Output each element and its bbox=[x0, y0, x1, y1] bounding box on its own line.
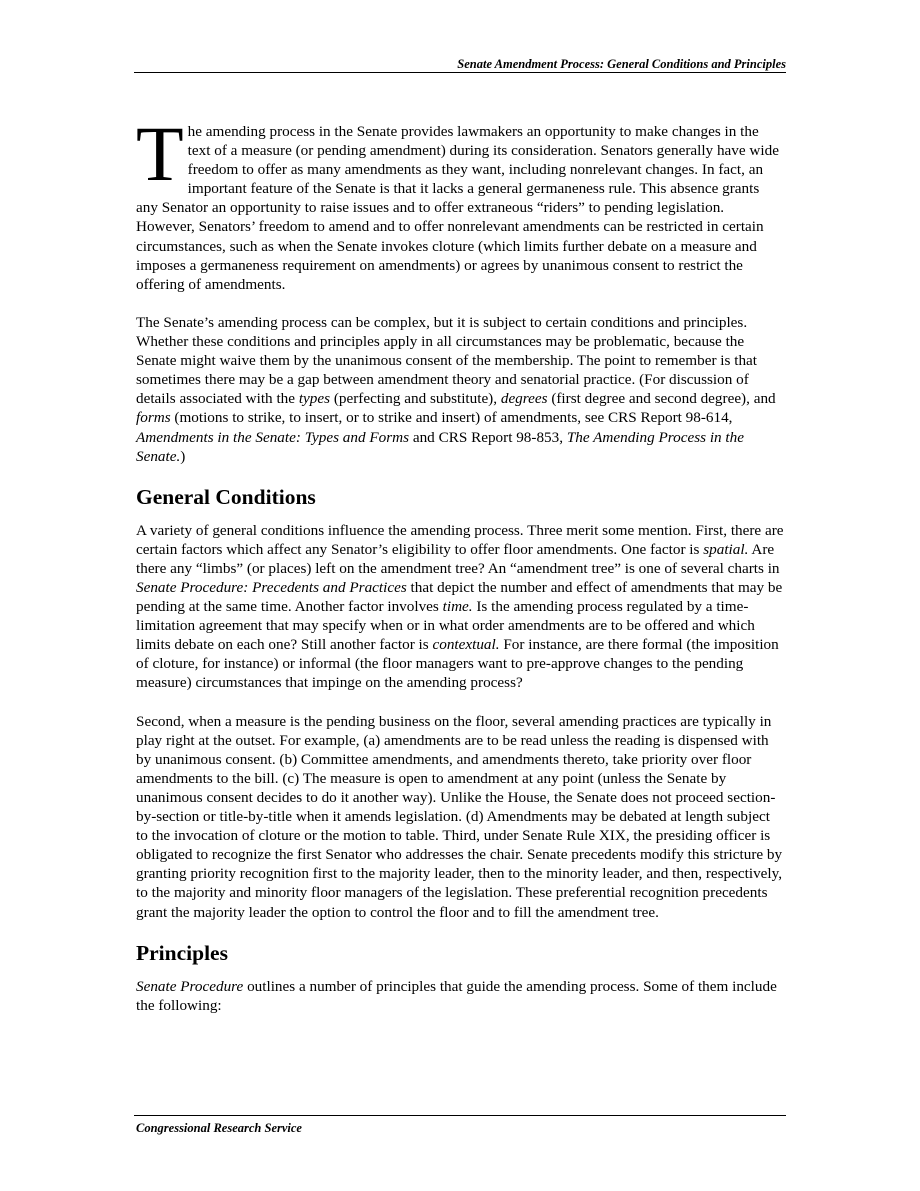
principles-paragraph-1 bbox=[136, 977, 784, 1015]
drop-cap: T bbox=[136, 110, 184, 197]
text-run: (motions to strike, to insert, or to strike and insert) of amendments, see CRS Report 98-614, bbox=[170, 409, 733, 427]
intro-text: he amending process in the Senate provides lawmakers an opportunity to make changes in the text of a measure (or pending amendment) during its consideration. Senators generally have wide freedom to offer as many amendments as they want, including nonrelevant changes. In fact, an important feature of the Senate is that it lacks a general germaneness rule. This absence grants any Senator an opportunity to raise issues and to offer extraneous “riders” to pending legislation. However, Senators’ freedom to amend and to offer nonrelevant amendments can be restricted in certain circumstances, such as when the Senate invokes cloture (which limits further debate on a measure and imposes a germaneness requirement on amendments) or agrees by unanimous consent to restrict the offering of amendments. bbox=[136, 123, 779, 293]
text-run: (first degree and second degree), and bbox=[547, 390, 776, 408]
text-run: (perfecting and substitute), bbox=[330, 390, 501, 408]
text-run: The Senate’s amending process can be complex, but it is subject to certain conditions and principles. Whether these conditions and principles apply in all circumstances may be problematic, because the Senate might waive them by the unanimous consent of the membership. The point to remember is that sometimes there may be a gap between amendment theory and senatorial practice. (For discussion of details associated with the bbox=[136, 313, 758, 408]
text-run: that depict the number and effect of amendments that may be pending at the same time. Another factor involves bbox=[136, 578, 783, 616]
text-run: For instance, are there formal (the imposition of cloture, for instance) or informal (the floor managers want to pre-approve changes to the pending measure) circumstances that impinge on the amending process? bbox=[136, 636, 779, 692]
italic-term: forms bbox=[136, 409, 171, 427]
italic-term: contextual. bbox=[432, 636, 500, 654]
italic-term: types bbox=[298, 390, 331, 408]
italic-term: degrees bbox=[500, 390, 548, 408]
publication-title: Senate Procedure: Precedents and Practices bbox=[136, 578, 407, 596]
header-divider bbox=[134, 72, 786, 73]
italic-term: time. bbox=[442, 598, 473, 616]
text-run: and CRS Report 98-853, bbox=[409, 428, 567, 446]
text-run: outlines a number of principles that guide the amending process. Some of them include the following: bbox=[136, 977, 777, 1014]
general-conditions-paragraph-2: Second, when a measure is the pending business on the floor, several amending practices are typically in play right at the outset. For example, (a) amendments are to be read unless the reading is dispensed with by unanimous consent. (b) Committee amendments, and amendments thereto, take priority over floor amendments to the bill. (c) The measure is open to amendment at any point (unless the Senate by unanimous consent decides to do it another way). Unlike the House, the Senate does not proceed section-by-section or title-by-title when it amends legislation. (d) Amendments may be debated at length subject to the invocation of cloture or the motion to table. Third, under Senate Rule XIX, the presiding officer is obligated to recognize the first Senator who addresses the chair. Senate precedents modify this stricture by granting priority recognition first to the majority leader, then to the minority leader, and then, respectively, to the majority and minority floor managers of the legislation. These preferential recognition precedents grant the majority leader the option to control the floor and to fill the amendment tree. bbox=[136, 712, 783, 921]
publication-title: Senate Procedure bbox=[136, 977, 244, 995]
report-title: Amendments in the Senate: Types and Forms bbox=[136, 428, 410, 446]
text-run: ) bbox=[180, 447, 186, 465]
running-header: Senate Amendment Process: General Conditions and Principles bbox=[457, 57, 786, 71]
section-heading-principles: Principles bbox=[136, 940, 228, 965]
report-title: The Amending Process in the Senate. bbox=[136, 428, 744, 465]
text-run: Are there any “limbs” (or places) left on the amendment tree? An “amendment tree” is one of several charts in bbox=[136, 540, 780, 577]
text-run: A variety of general conditions influence the amending process. Three merit some mention. First, there are certain factors which affect any Senator’s eligibility to offer floor amendments. One factor is bbox=[136, 521, 784, 558]
general-conditions-paragraph-1 bbox=[136, 521, 784, 693]
italic-term: spatial. bbox=[703, 540, 749, 558]
intro-paragraph bbox=[136, 110, 784, 294]
section-heading-general-conditions: General Conditions bbox=[136, 484, 316, 509]
text-run: Is the amending process regulated by a time-limitation agreement that may specify when or in what order amendments are to be offered and which limits debate on each one? Still another factor is bbox=[136, 598, 755, 654]
page-body bbox=[136, 110, 784, 1015]
footer-divider bbox=[134, 1115, 786, 1116]
running-footer: Congressional Research Service bbox=[136, 1121, 302, 1135]
conditions-overview-paragraph bbox=[136, 313, 784, 466]
